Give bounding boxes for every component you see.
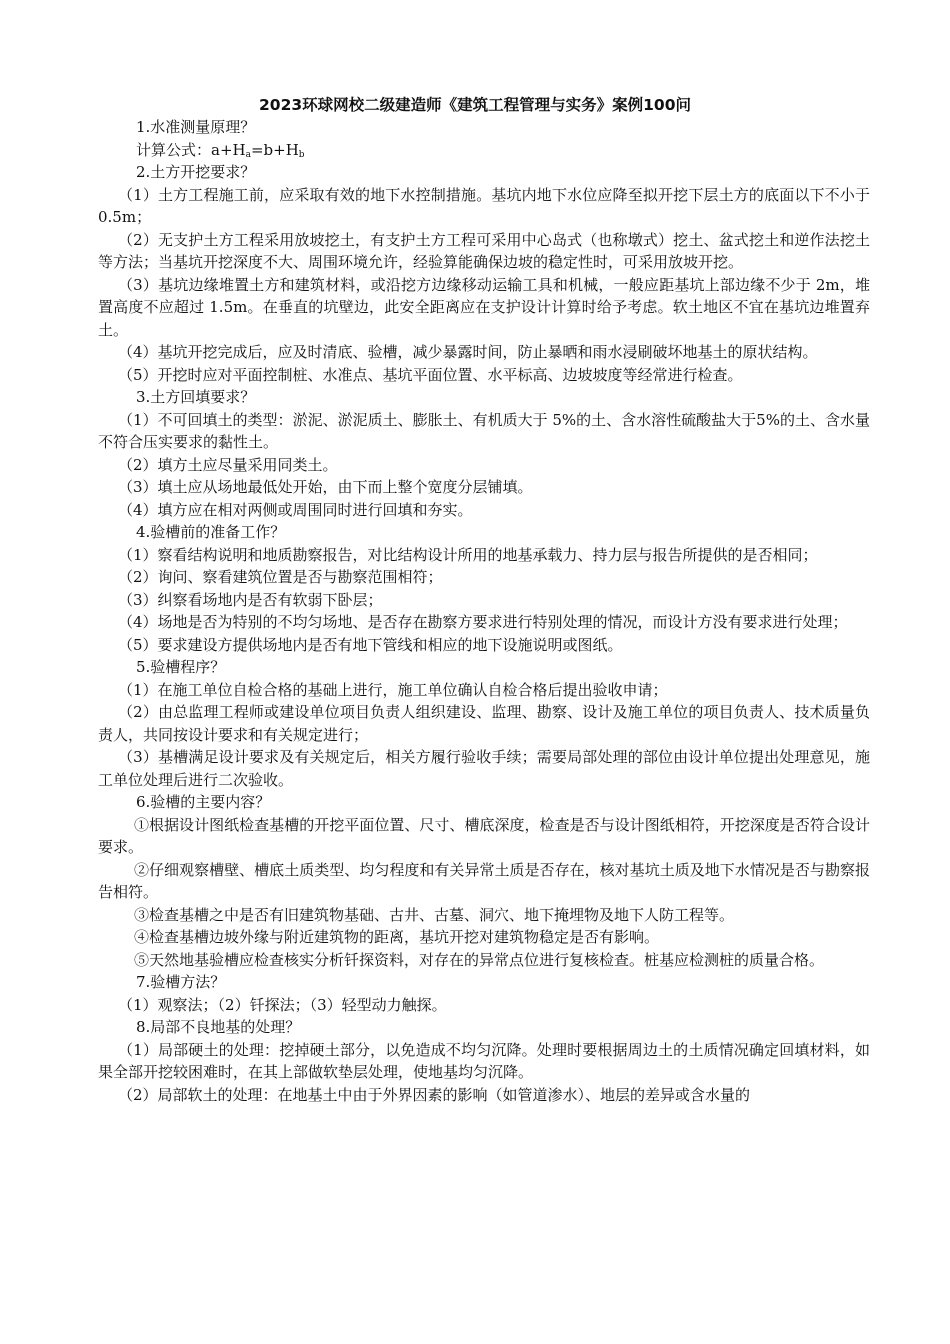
answer-paragraph: （3）填土应从场地最低处开始，由下而上整个宽度分层铺填。	[118, 478, 533, 496]
answer-paragraph: ①根据设计图纸检查基槽的开挖平面位置、尺寸、槽底深度，检查是否与设计图纸相符，开挖深度是否符合设计要求。	[98, 815, 870, 856]
answer-paragraph: （1）察看结构说明和地质勘察报告，对比结构设计所用的地基承载力、持力层与报告所提供的是否相同；	[118, 545, 818, 564]
question-heading: 4.验槽前的准备工作？	[136, 523, 286, 541]
question-heading: 7.验槽方法？	[136, 973, 226, 991]
answer-paragraph: ②仔细观察槽壁、槽底土质类型、均匀程度和有关异常土质是否存在，核对基坑土质及地下水情况是否与勘察报告相符。	[98, 860, 870, 901]
answer-paragraph: （1）不可回填土的类型：淤泥、淤泥质土、膨胀土、有机质大于 5%的土、含水溶性硫酸盐大于5%的土、含水量不符合压实要求的黏性土。	[98, 410, 870, 451]
question-heading: 6.验槽的主要内容？	[136, 793, 271, 811]
answer-paragraph: （2）局部软土的处理：在地基土中由于外界因素的影响（如管道渗水）、地层的差异或含水量的	[118, 1085, 751, 1104]
answer-paragraph: （1）在施工单位自检合格的基础上进行，施工单位确认自检合格后提出验收申请；	[118, 680, 668, 699]
answer-paragraph: （3）基坑边缘堆置土方和建筑材料，或沿挖方边缘移动运输工具和机械，一般应距基坑上部边缘不少于 2m，堆置高度不应超过 1.5m。在垂直的坑壁边，此安全距离应在支护设计计算时给予考虑。软土地区不宜在基坑边堆置弃土。	[98, 275, 870, 339]
answer-paragraph: （2）询问、察看建筑位置是否与勘察范围相符；	[118, 568, 443, 586]
answer-paragraph: （4）场地是否为特别的不均匀场地、是否存在勘察方要求进行特别处理的情况，而设计方没有要求进行处理；	[118, 613, 848, 631]
answer-paragraph: （5）要求建设方提供场地内是否有地下管线和相应的地下设施说明或图纸。	[118, 635, 623, 654]
question-heading: 1.水准测量原理？	[136, 118, 256, 136]
answer-paragraph: （3）纠察看场地内是否有软弱下卧层；	[118, 590, 383, 609]
answer-paragraph: （2）无支护土方工程采用放坡挖土，有支护土方工程可采用中心岛式（也称墩式）挖土、盆式挖土和逆作法挖土等方法；当基坑开挖深度不大、周围环境允许，经验算能确保边坡的稳定性时，可采用放坡开挖。	[98, 230, 870, 271]
answer-paragraph: ③检查基槽之中是否有旧建筑物基础、古井、古墓、洞穴、地下掩埋物及地下人防工程等。	[134, 905, 735, 924]
formula-subscript-b: b	[298, 149, 305, 160]
answer-paragraph: （2）由总监理工程师或建设单位项目负责人组织建设、监理、勘察、设计及施工单位的项目负责人、技术质量负责人，共同按设计要求和有关规定进行；	[98, 703, 870, 744]
answer-paragraph: ④检查基槽边坡外缘与附近建筑物的距离，基坑开挖对建筑物稳定是否有影响。	[134, 928, 660, 946]
formula-prefix: 计算公式：a+H	[136, 140, 246, 159]
answer-paragraph: （3）基槽满足设计要求及有关规定后，相关方履行验收手续；需要局部处理的部位由设计单位提出处理意见，施工单位处理后进行二次验收。	[98, 748, 870, 789]
question-heading: 3.土方回填要求？	[136, 388, 256, 406]
document-title: 2023环球网校二级建造师《建筑工程管理与实务》案例100问	[259, 96, 691, 114]
answer-paragraph: （1）观察法；（2）钎探法；（3）轻型动力触探。	[118, 995, 447, 1014]
answer-paragraph: （4）基坑开挖完成后，应及时清底、验槽，减少暴露时间，防止暴晒和雨水浸刷破坏地基土的原状结构。	[118, 343, 818, 361]
answer-paragraph: （2）填方土应尽量采用同类土。	[118, 455, 338, 474]
answer-paragraph: （1）局部硬土的处理：挖掉硬土部分，以免造成不均匀沉降。处理时要根据周边土的土质情况确定回填材料，如果全部开挖较困难时，在其上部做软垫层处理，使地基均匀沉降。	[98, 1040, 870, 1081]
question-heading: 5.验槽程序？	[136, 658, 226, 676]
answer-paragraph: （1）土方工程施工前，应采取有效的地下水控制措施。基坑内地下水位应降至拟开挖下层土方的底面以下不小于 0.5m；	[98, 185, 870, 226]
document-body	[98, 116, 870, 1106]
answer-paragraph: （4）填方应在相对两侧或周围同时进行回填和夯实。	[118, 500, 473, 519]
formula-middle: =b+H	[250, 140, 299, 159]
formula-subscript-a: a	[245, 149, 251, 160]
question-heading: 2.土方开挖要求？	[136, 163, 256, 181]
answer-paragraph: （5）开挖时应对平面控制桩、水准点、基坑平面位置、水平标高、边坡坡度等经常进行检查。	[118, 365, 743, 384]
answer-paragraph: ⑤天然地基验槽应检查核实分析钎探资料，对存在的异常点位进行复核检查。桩基应检测桩的质量合格。	[134, 950, 825, 969]
question-heading: 8.局部不良地基的处理？	[136, 1018, 301, 1036]
formula-line	[98, 139, 870, 162]
